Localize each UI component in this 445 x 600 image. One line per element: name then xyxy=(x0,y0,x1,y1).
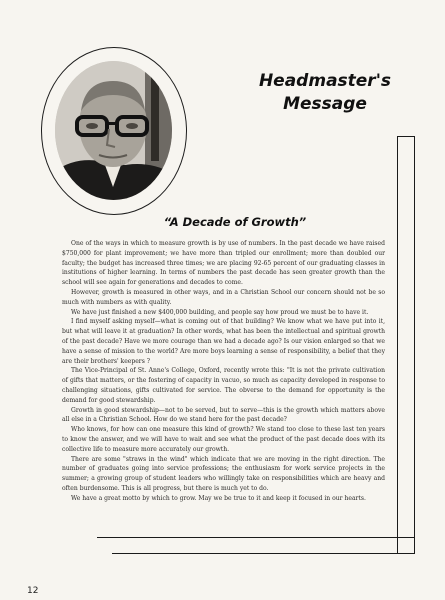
article-body xyxy=(62,239,385,504)
paragraph: One of the ways in which to measure growth is by use of numbers. In the past decade we have raised $750,000 for plant improvement; we have more than tripled our enrollment; more than doubled our faculty; the budget has increased three times; we are placing 92-65 percent of our graduating classes in institutions of higher learning. In terms of numbers the past decade has seen greater growth than the school will see again for generations and decades to come. xyxy=(62,240,385,287)
article-subtitle: “A Decade of Growth” xyxy=(163,215,307,229)
page-heading xyxy=(255,70,395,116)
rule-vertical-left xyxy=(397,136,398,554)
paragraph: We have a great motto by which to grow. May we be true to it and keep it focused in our hearts. xyxy=(71,494,366,502)
portrait-frame xyxy=(41,47,187,215)
paragraph: I find myself asking myself—what is coming out of that building? We know what we have put into it, but what will leave it at graduation? In other words, what has been the intellectual and spiritual growth of the past decade? Have we more courage than we had a decade ago? Is our vision enlarged so that we have a sense of mission to the world? Are more boys learning a sense of responsibility, a belief that they are their brothers' keepers ? xyxy=(62,318,385,365)
paragraph: Who knows, for how can one measure this kind of growth? We stand too close to these last ten years to know the answer, and we will have to wait and see what the product of the past decade does with its collective life to measure more accurately our growth. xyxy=(62,426,385,453)
paragraph: We have just finished a new $400,000 building, and people say how proud we must be to have it. xyxy=(71,308,369,316)
rule-horizontal-lower xyxy=(112,553,415,554)
rule-top-connector xyxy=(397,136,415,137)
paragraph: The Vice-Principal of St. Anne's College, Oxford, recently wrote this: "It is not the private cultivation of gifts that matters, or the fostering of capacity in vacuo, so much as capacity developed in response to challenging situations, gifts cultivated for service. The obverse to the demand for opportunity is the demand for good stewardship. xyxy=(62,367,385,404)
rule-vertical-right xyxy=(414,136,415,554)
heading-line-1: Headmaster's xyxy=(258,71,392,91)
paragraph: There are some "straws in the wind" which indicate that we are moving in the right direction. The number of graduates going into service professions; the enthusiasm for work service projects in the summer; a growing group of student leaders who willingly take on responsibilities which are heavy and often burdensome. This is all progress, but there is much yet to do. xyxy=(62,455,385,492)
rule-horizontal-upper xyxy=(97,537,415,538)
paragraph: However, growth is measured in other ways, and in a Christian School our concern should not be so much with numbers as with quality. xyxy=(62,288,385,306)
heading-line-2: Message xyxy=(283,94,367,114)
page-number: 12 xyxy=(27,586,39,596)
headmaster-portrait xyxy=(55,61,172,200)
paragraph: Growth in good stewardship—not to be served, but to serve—this is the growth which matters above all else in a Christian School. How do we stand here for the past decade? xyxy=(62,406,385,424)
